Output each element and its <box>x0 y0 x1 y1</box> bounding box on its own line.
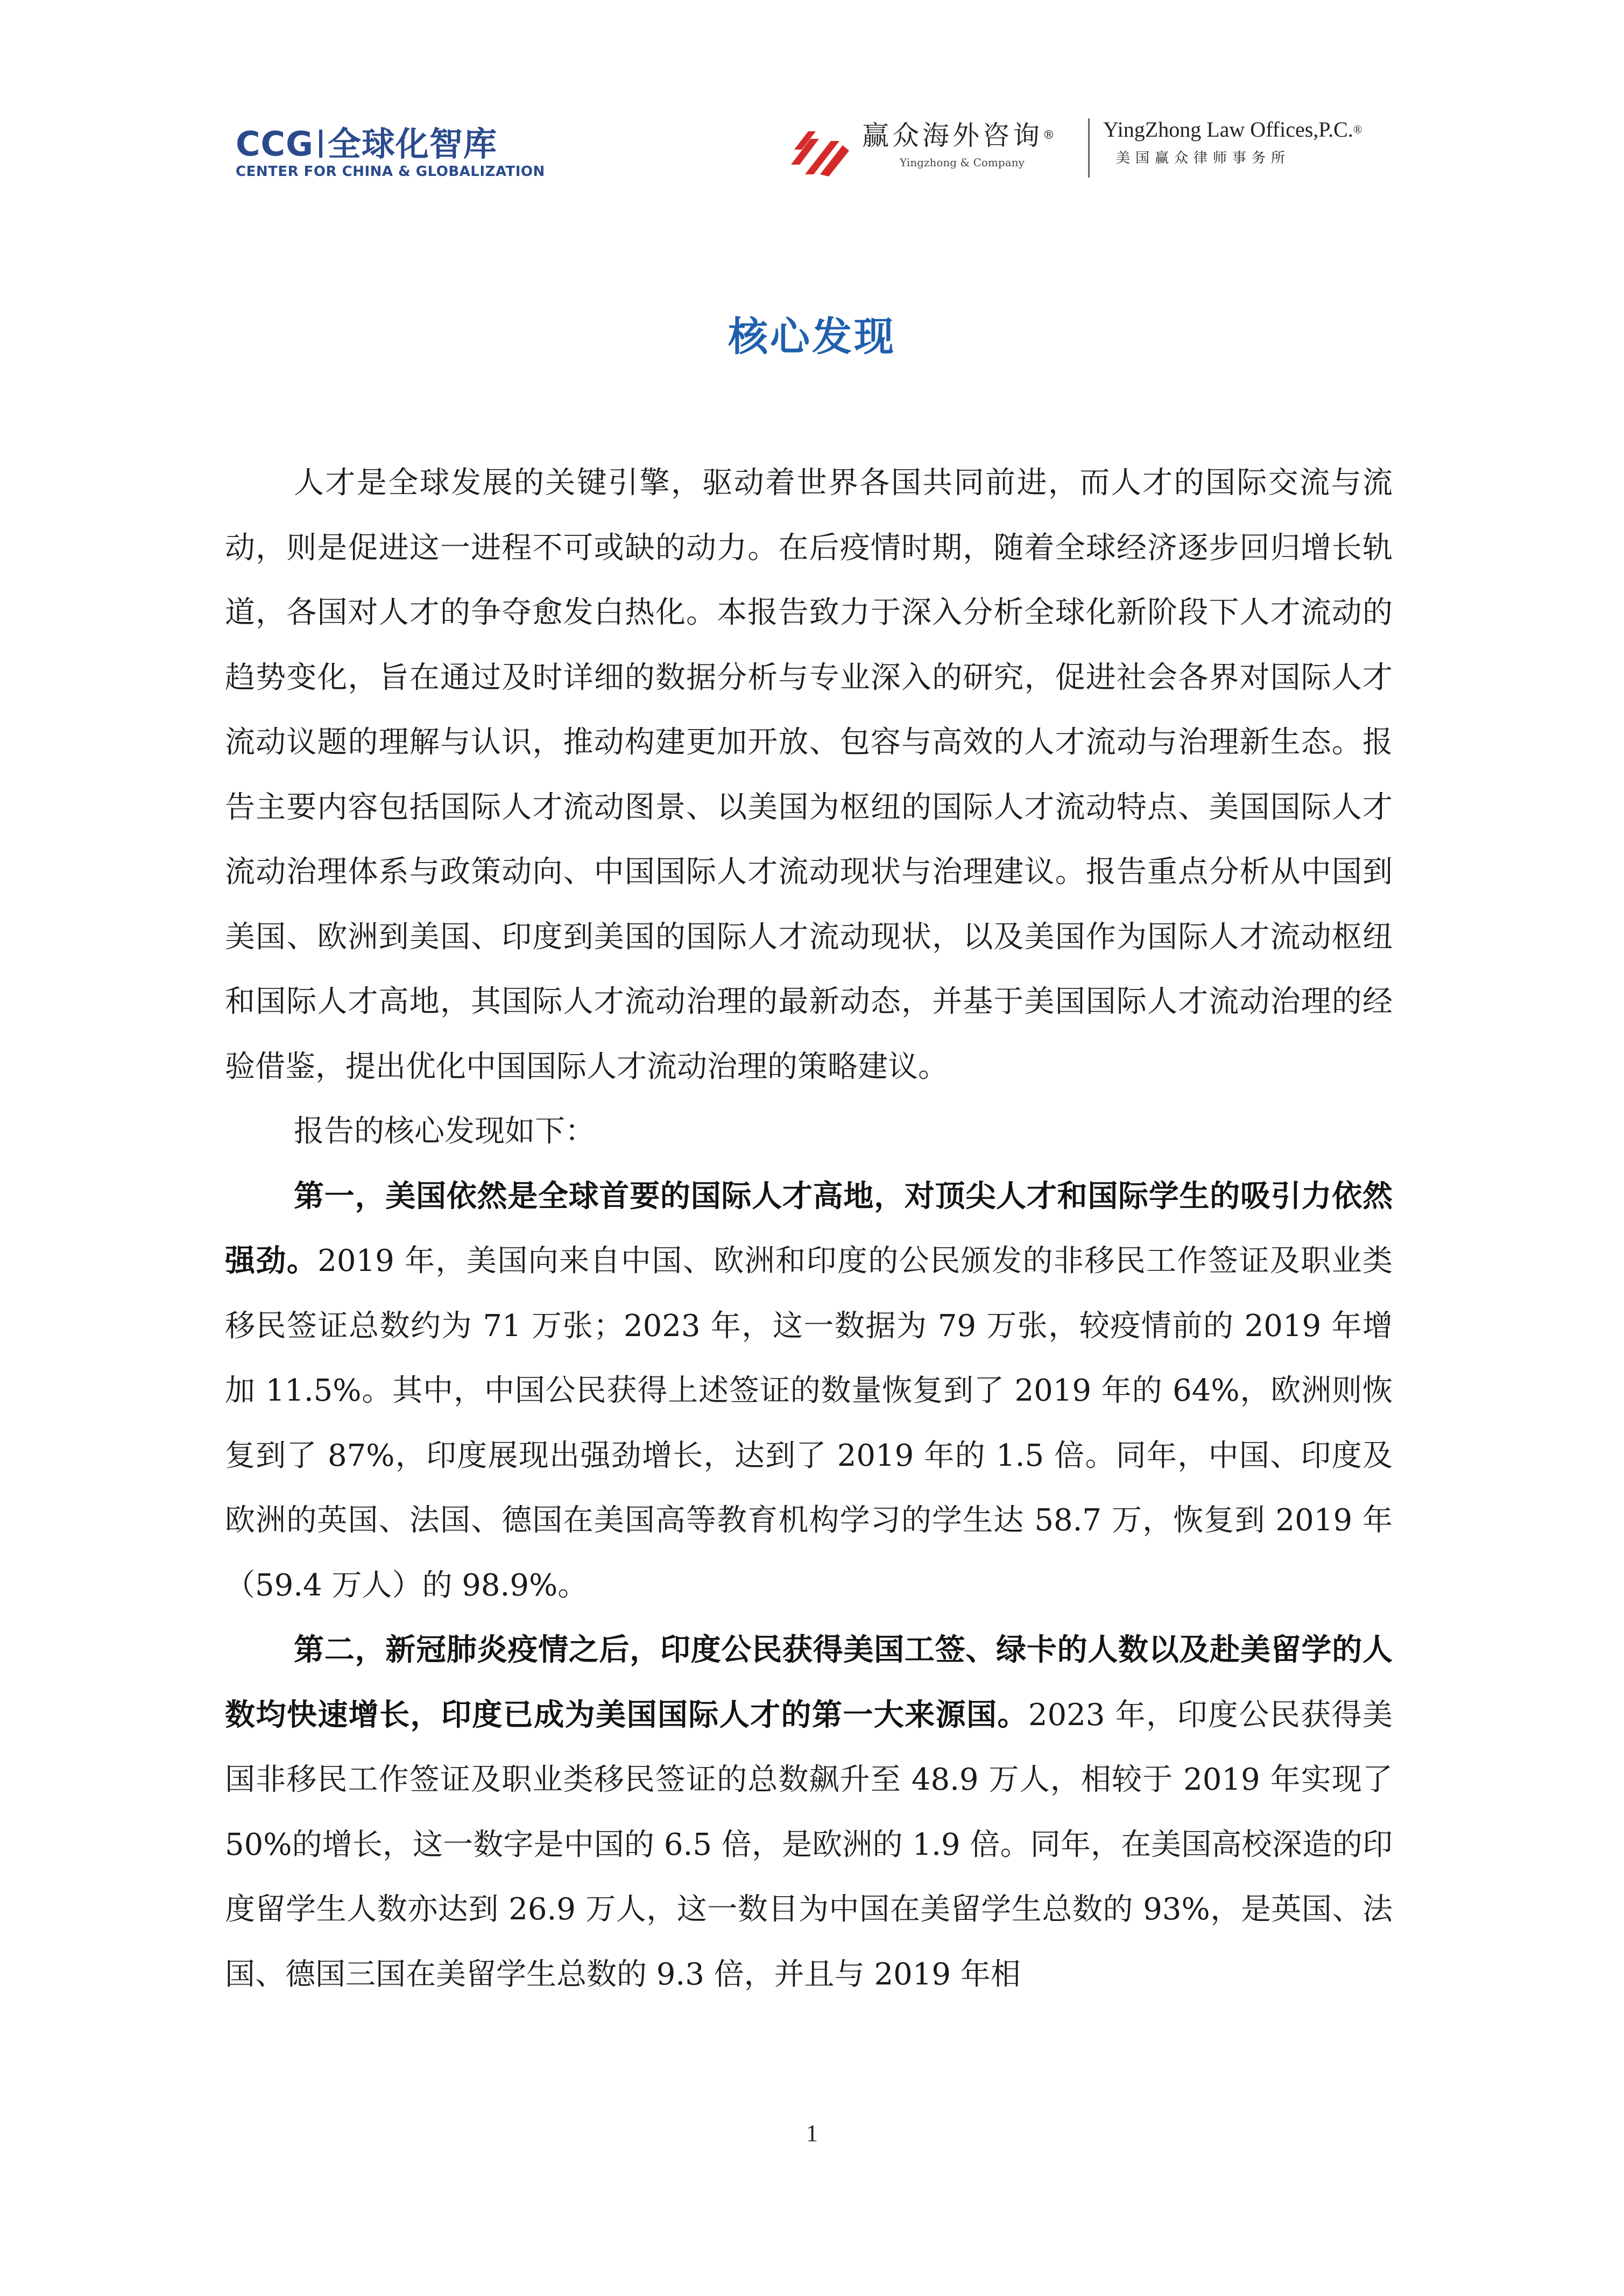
yingzhong-cn-name <box>862 119 1055 152</box>
ccg-logo-main <box>236 125 497 164</box>
paragraph-text: 2019 年，美国向来自中国、欧洲和印度的公民颁发的非移民工作签证及职业类移民签证总数约为 71 万张；2023 年，这一数据为 79 万张，较疫情前的 2019 年增加 11.5%。其中，中国公民获得上述签证的数量恢复到了 2019 年的 64%，欧洲则恢复到了 87%，印度展现出强劲增长，达到了 2019 年的 1.5 倍。同年，中国、印度及欧洲的英国、法国、德国在美国高等教育机构学习的学生达 58.7 万，恢复到 2019 年（59.4 万人）的 98.9%。 <box>225 1244 1393 1603</box>
yingzhong-cn-name-text: 赢众海外咨询 <box>862 120 1043 151</box>
law-office-en-name-text: YingZhong Law Offices,P.C. <box>1103 117 1353 142</box>
body-text <box>225 451 1393 2007</box>
law-office-cn-name: 美国赢众律师事务所 <box>1116 150 1291 166</box>
page-title: 核心发现 <box>728 314 896 360</box>
ccg-logo-latin: CCG <box>236 124 314 164</box>
paragraph-text: 2023 年，印度公民获得美国非移民工作签证及职业类移民签证的总数飙升至 48.9 万人，相较于 2019 年实现了 50%的增长，这一数字是中国的 6.5 倍，是欧洲的 1.9 倍。同年，在美国高校深造的印度留学生人数亦达到 26.9 万人，这一数目为中国在美留学生总数的 93%，是英国、法国、德国三国在美留学生总数的 9.3 倍，并且与 2019 年相 <box>225 1697 1393 1992</box>
registered-mark: ® <box>1353 123 1362 136</box>
ccg-logo <box>236 124 545 189</box>
paragraph-text: 报告的核心发现如下： <box>294 1114 595 1149</box>
law-office-en-name <box>1103 116 1362 143</box>
yingzhong-mark-icon <box>787 123 851 182</box>
ccg-logo-divider <box>319 130 322 158</box>
finding-lead: 第二，新冠肺炎疫情之后，印度公民获得美国工签、绿卡的人数以及赴美留学的人数均快速增长，印度已成为美国国际人才的第一大来源国。 <box>225 1633 1393 1733</box>
registered-mark: ® <box>1043 129 1055 142</box>
logo-divider <box>1088 118 1090 178</box>
yingzhong-en-subtitle: Yingzhong & Company <box>900 156 1025 169</box>
page-number: 1 <box>806 2120 818 2146</box>
paragraph-text: 人才是全球发展的关键引擎，驱动着世界各国共同前进，而人才的国际交流与流动，则是促进这一进程不可或缺的动力。在后疫情时期，随着全球经济逐步回归增长轨道，各国对人才的争夺愈发白热化。本报告致力于深入分析全球化新阶段下人才流动的趋势变化，旨在通过及时详细的数据分析与专业深入的研究，促进社会各界对国际人才流动议题的理解与认识，推动构建更加开放、包容与高效的人才流动与治理新生态。报告主要内容包括国际人才流动图景、以美国为枢纽的国际人才流动特点、美国国际人才流动治理体系与政策动向、中国国际人才流动现状与治理建议。报告重点分析从中国到美国、欧洲到美国、印度到美国的国际人才流动现状，以及美国作为国际人才流动枢纽和国际人才高地，其国际人才流动治理的最新动态，并基于美国国际人才流动治理的经验借鉴，提出优化中国国际人才流动治理的策略建议。 <box>225 465 1393 1084</box>
paragraph-findings-intro <box>225 1099 1393 1164</box>
paragraph-intro <box>225 451 1393 1099</box>
ccg-logo-subtitle: CENTER FOR CHINA & GLOBALIZATION <box>236 164 545 180</box>
paragraph-finding-2 <box>225 1618 1393 2007</box>
finding-lead: 第一，美国依然是全球首要的国际人才高地，对顶尖人才和国际学生的吸引力依然强劲。 <box>225 1178 1393 1278</box>
paragraph-finding-1 <box>225 1164 1393 1619</box>
ccg-logo-cn: 全球化智库 <box>327 124 497 164</box>
yingzhong-logo <box>787 108 1406 199</box>
